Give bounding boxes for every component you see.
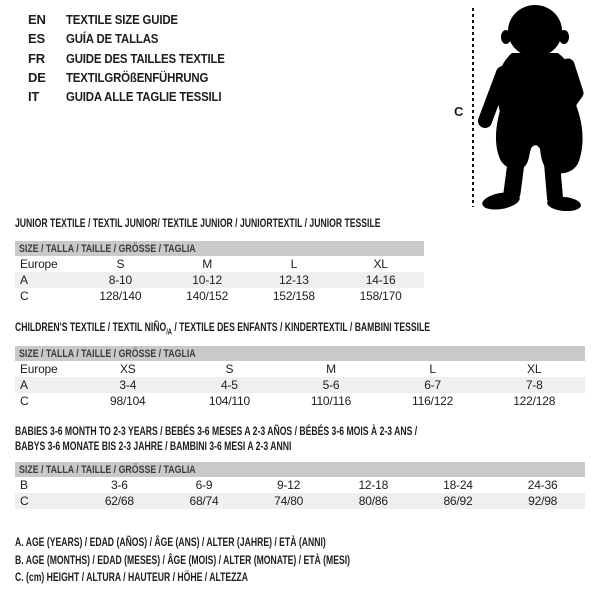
junior-size-grid [15,256,424,304]
language-row [28,87,246,106]
height-measure-dotted-line [472,8,474,207]
footnote-legend [15,534,480,587]
table-row [15,361,585,377]
size-value-cell: 128/140 [99,289,142,303]
language-title: TEXTILGRÖßENFÜHRUNG [66,70,209,86]
height-measure-label: C [454,104,464,119]
babies-size-grid [15,477,585,509]
size-value-cell: 110/116 [310,394,352,408]
size-value-cell: 24-36 [527,478,558,492]
size-value-cell: 5-6 [322,378,340,392]
baby-silhouette-icon [476,3,596,211]
table-row [15,477,585,493]
size-value-cell: 104/110 [208,394,250,408]
language-row [28,49,246,68]
size-value-cell: 158/170 [359,289,402,303]
size-value-cell: 14-16 [365,273,396,287]
table-title-line: BABYS 3-6 MONATE BIS 2-3 JAHRE / BAMBINI 3-6 MESI A 2-3 ANNI [15,439,292,453]
row-label-cell: A [20,378,28,392]
children-size-grid [15,361,585,409]
size-value-cell: L [429,362,436,376]
size-value-cell: 140/152 [186,289,229,303]
row-label-cell: B [20,478,28,492]
table-row [15,272,424,288]
size-value-cell: 6-9 [195,478,213,492]
row-label-cell: C [20,289,29,303]
size-value-cell: 12-13 [279,273,309,287]
size-header-bar [15,462,585,477]
table-row [15,256,424,272]
language-row [28,10,246,29]
size-value-cell: 9-12 [277,478,301,492]
size-value-cell: L [290,257,298,271]
table-row [15,393,585,409]
size-value-cell: M [326,362,336,376]
language-row [28,29,246,48]
size-value-cell: 8-10 [108,273,132,287]
row-label-cell: Europe [20,257,58,271]
size-value-cell: 4-5 [221,378,238,392]
size-value-cell: 98/104 [110,394,146,408]
size-value-cell: XL [527,362,542,376]
language-list [28,10,246,106]
size-value-cell: 12-18 [358,478,389,492]
language-row [28,68,246,87]
size-value-cell: 152/158 [272,289,315,303]
size-value-cell: 3-4 [119,378,137,392]
row-label-cell: C [20,394,29,408]
size-header-bar [15,241,424,256]
footnote-line: A. AGE (YEARS) / EDAD (AÑOS) / ÂGE (ANS) / ALTER (JAHRE) / ETÀ (ANNI) [15,535,326,549]
size-value-cell: 116/122 [412,394,454,408]
size-value-cell: S [116,257,125,271]
size-value-cell: 6-7 [424,378,441,392]
size-value-cell: 7-8 [525,378,543,392]
size-value-cell: 74/80 [274,494,304,508]
row-label-cell: C [20,494,29,508]
language-title: GUIDA ALLE TAGLIE TESSILI [66,89,222,105]
size-value-cell: S [225,362,234,376]
size-header-label: SIZE / TALLA / TAILLE / GRÖSSE / TAGLIA [19,242,196,255]
size-value-cell: 122/128 [513,394,556,408]
size-value-cell: XS [119,362,136,376]
size-header-bar [15,346,585,361]
size-value-cell: 10-12 [192,273,222,287]
table-row [15,377,585,393]
size-value-cell: 80/86 [358,494,388,508]
table-row [15,493,585,509]
size-value-cell: M [202,257,213,271]
size-value-cell: 92/98 [528,494,558,508]
row-label-cell: Europe [20,362,58,376]
table-title-line: JUNIOR TEXTILE / TEXTIL JUNIOR/ TEXTILE JUNIOR / JUNIORTEXTIL / JUNIOR TESSILE [15,216,381,230]
language-code: DE [28,70,46,86]
row-label-cell: A [20,273,28,287]
table-title-line: CHILDREN'S TEXTILE / TEXTIL $NIÑO_{/A}$ / TEXTILE DES ENFANTS / KINDERTEXTIL / BAMBINI TESSILE [15,320,431,337]
size-value-cell: 62/68 [104,494,134,508]
babies-table-title [15,424,417,454]
table-title-line: BABIES 3-6 MONTH TO 2-3 YEARS / BEBÉS 3-6 MESES A 2-3 AÑOS / BÉBÉS 3-6 MOIS À 2-3 ANS / [15,424,418,438]
language-code: EN [28,12,46,28]
table-row [15,288,424,304]
children-table-title [15,320,430,339]
language-title: GUÍA DE TALLAS [66,31,159,47]
size-header-label: SIZE / TALLA / TAILLE / GRÖSSE / TAGLIA [19,463,196,476]
size-value-cell: 86/92 [443,494,473,508]
size-value-cell: 18-24 [443,478,473,492]
baby-figure [450,0,600,216]
junior-table-title [15,216,380,231]
size-value-cell: 3-6 [110,478,128,492]
language-title: GUIDE DES TAILLES TEXTILE [66,50,225,66]
language-title: TEXTILE SIZE GUIDE [66,12,178,28]
language-code: FR [28,50,45,66]
size-value-cell: 68/74 [189,494,219,508]
size-header-label: SIZE / TALLA / TAILLE / GRÖSSE / TAGLIA [19,347,196,360]
language-code: ES [28,31,45,47]
language-code: IT [28,89,40,105]
size-value-cell: XL [373,257,388,271]
footnote-line: C. (cm) HEIGHT / ALTURA / HAUTEUR / HÖHE / ALTEZZA [15,570,248,585]
footnote-line: B. AGE (MONTHS) / EDAD (MESES) / ÂGE (MOIS) / ALTER (MONATE) / ETÀ (MESI) [15,552,351,567]
